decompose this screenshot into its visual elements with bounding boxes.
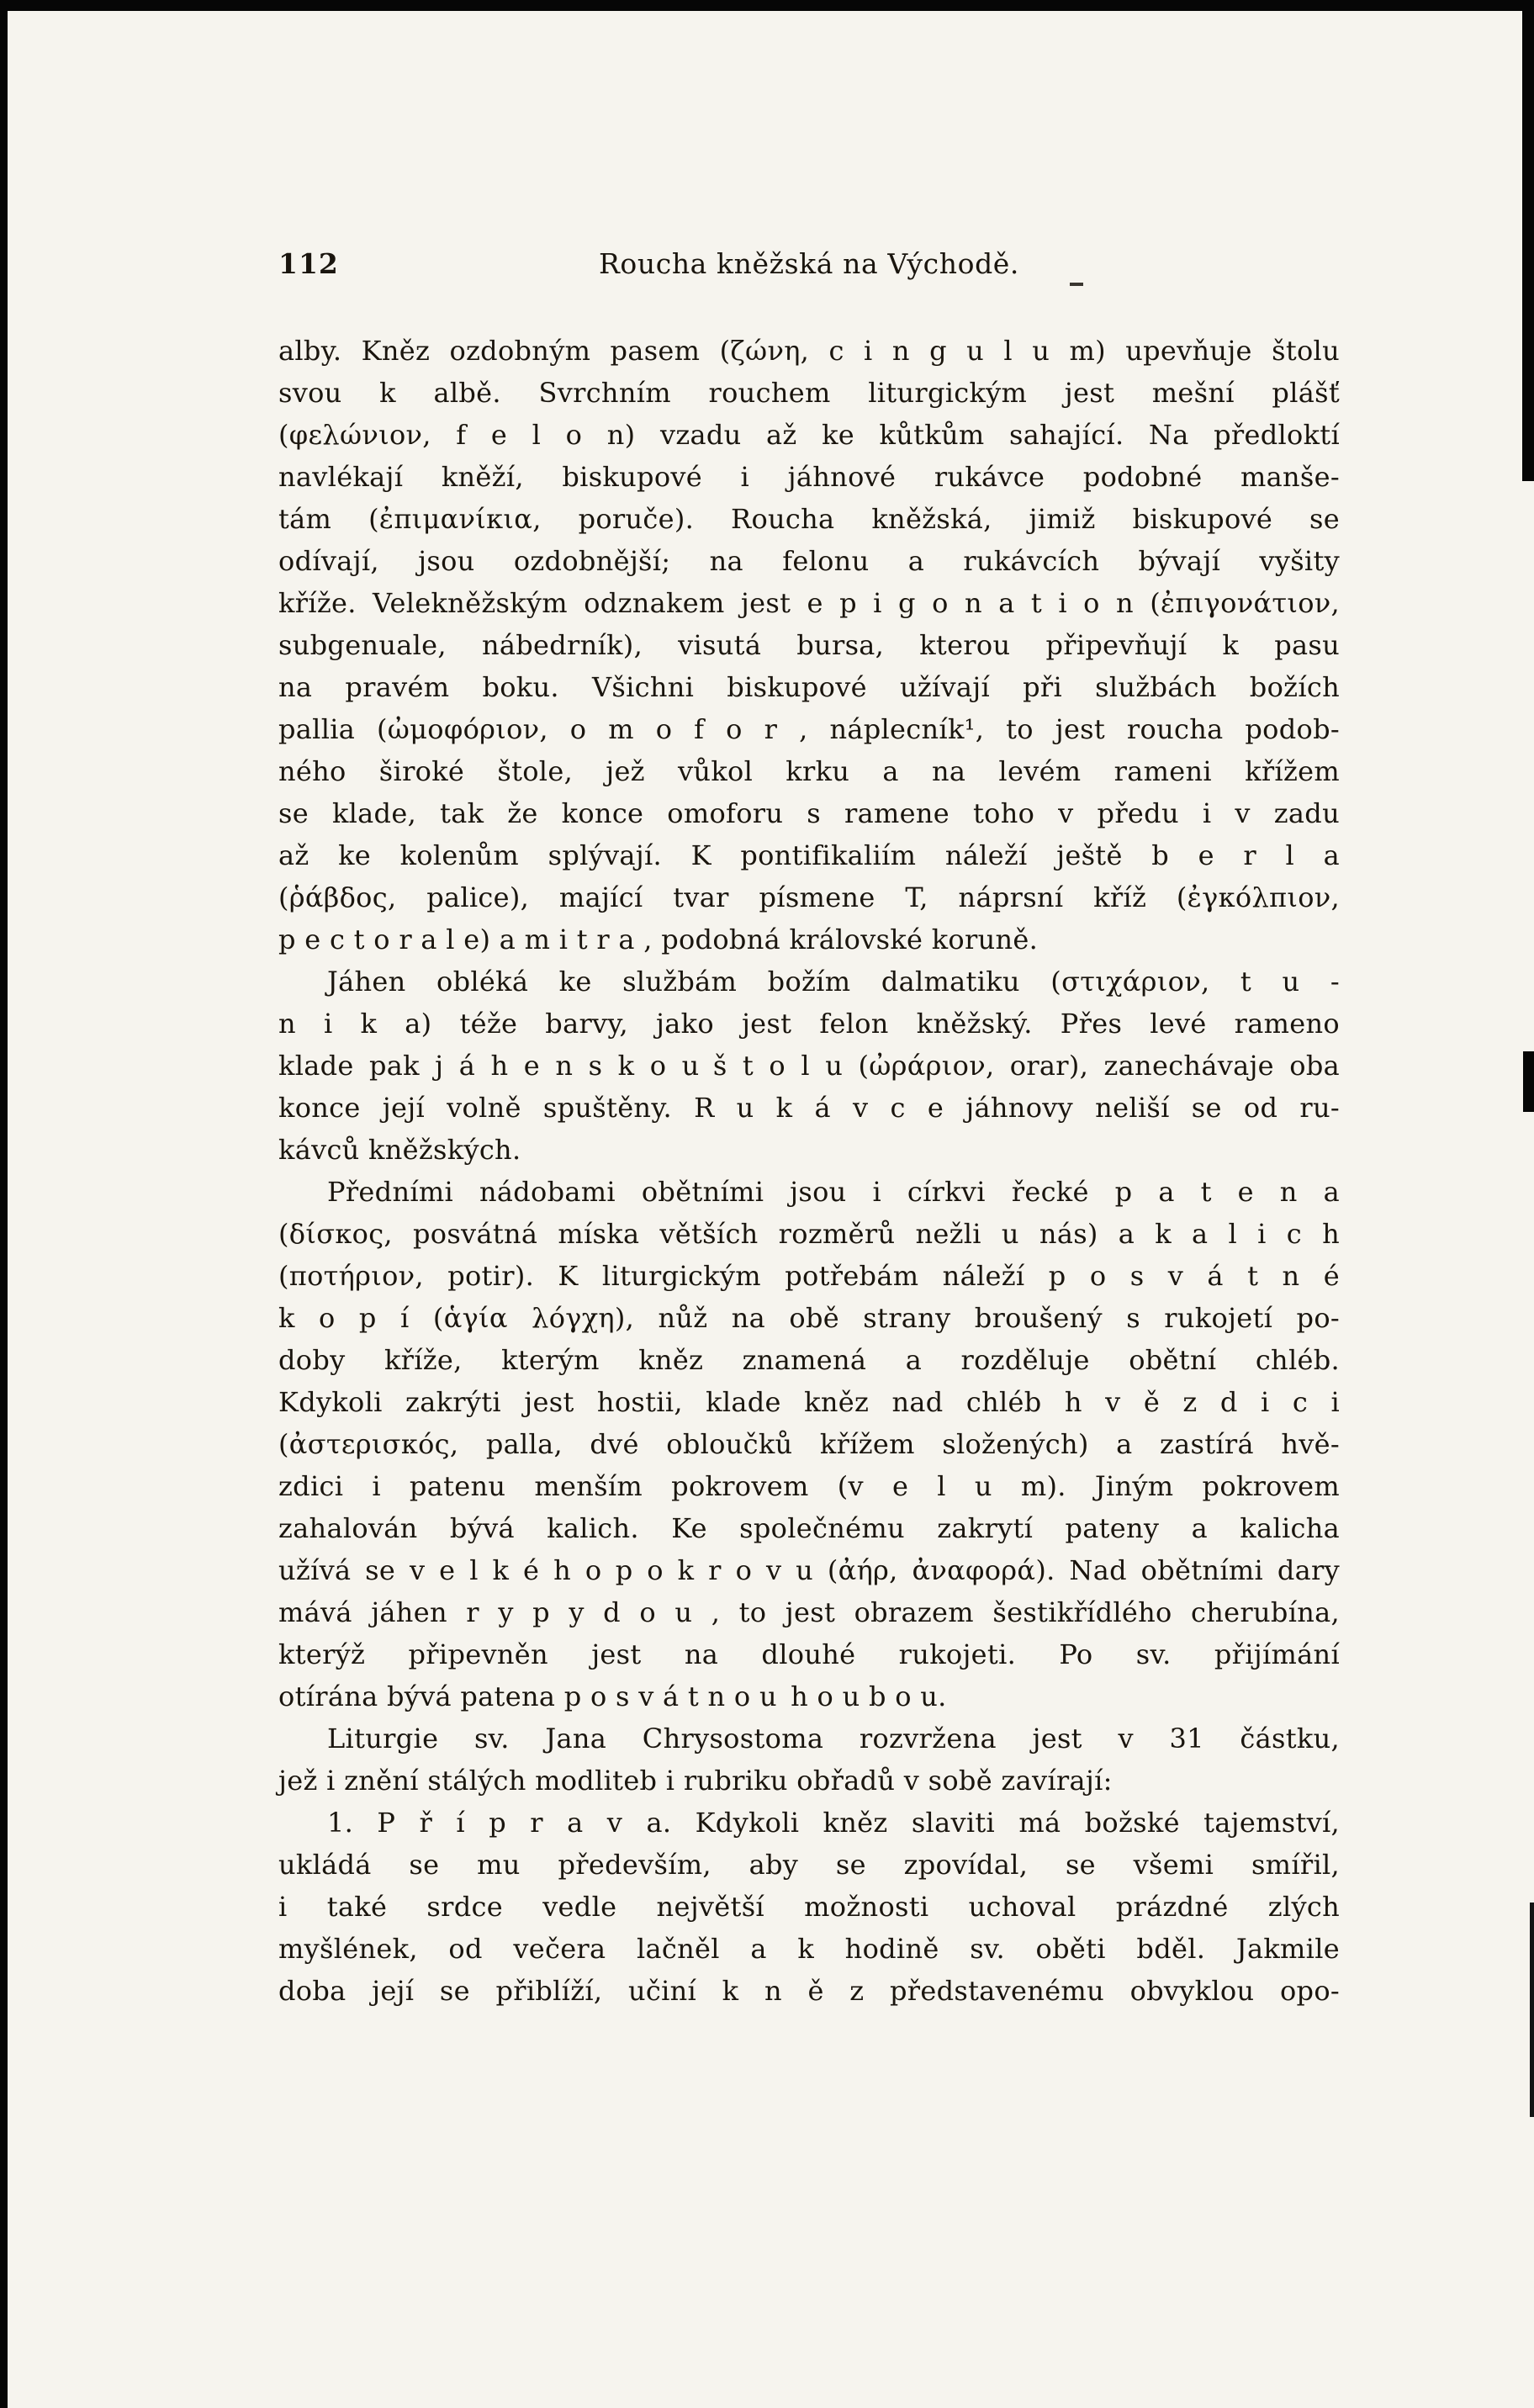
text-line: (φελώνιον, f e l o n) vzadu až ke kůtkům sahající. Na předloktí bbox=[278, 419, 1340, 451]
page-header bbox=[278, 246, 1340, 283]
scan-artifact-right-top bbox=[1522, 0, 1534, 481]
text-line: klade pak j á h e n s k o u š t o l u (ὠράριον, orar), zanechávaje oba bbox=[278, 1050, 1340, 1082]
scan-artifact-left-edge bbox=[0, 0, 8, 2408]
text-line: doby kříže, kterým kněz znamená a rozděluje obětní chléb. bbox=[278, 1344, 1340, 1376]
text-line: (ποτήριον, potir). K liturgickým potřebám náleží p o s v á t n é bbox=[278, 1260, 1340, 1292]
text-line: 1. P ř í p r a v a. Kdykoli kněz slaviti má božské tajemství, bbox=[327, 1807, 1340, 1839]
text-line: navlékají kněží, biskupové i jáhnové rukávce podobné manše- bbox=[278, 461, 1340, 493]
text-line: doba její se přiblíží, učiní k n ě z představenému obvyklou opo- bbox=[278, 1975, 1340, 2007]
text-line: na pravém boku. Všichni biskupové užívají při službách božích bbox=[278, 671, 1340, 703]
text-line: kříže. Velekněžským odznakem jest e p i g o n a t i o n (ἐπιγονάτιον, bbox=[278, 587, 1340, 619]
text-line: ného široké štole, jež vůkol krku a na levém rameni křížem bbox=[278, 755, 1340, 787]
text-line: (ῥάβδος, palice), mající tvar písmene T, náprsní kříž (ἐγκόλπιον, bbox=[278, 881, 1340, 913]
text-line: n i k a) téže barvy, jako jest felon kněžský. Přes levé rameno bbox=[278, 1008, 1340, 1040]
text-line: alby. Kněz ozdobným pasem (ζώνη, c i n g u l u m) upevňuje štolu bbox=[278, 335, 1340, 367]
text-line: Liturgie sv. Jana Chrysostoma rozvržena jest v 31 částku, bbox=[327, 1723, 1340, 1754]
text-line: se klade, tak že konce omoforu s ramene toho v předu i v zadu bbox=[278, 797, 1340, 829]
text-line: p e c t o r a l e) a m i t r a , podobná královské koruně. bbox=[278, 924, 1039, 955]
text-line: konce její volně spuštěny. R u k á v c e jáhnovy neliší se od ru- bbox=[278, 1092, 1340, 1124]
paragraph bbox=[278, 330, 1340, 961]
text-line: zahalován bývá kalich. Ke společnému zakrytí pateny a kalicha bbox=[278, 1512, 1340, 1544]
scan-artifact-right-low bbox=[1530, 1903, 1534, 2117]
text-line: (δίσκος, posvátná míska větších rozměrů nežli u nás) a k a l i c h bbox=[278, 1218, 1340, 1250]
text-line: myšlének, od večera lačněl a k hodině sv. oběti bděl. Jakmile bbox=[278, 1933, 1340, 1965]
text-line: (ἀστερισκός, palla, dvé obloučků křížem složených) a zastírá hvě- bbox=[278, 1428, 1340, 1460]
scan-artifact-right-mid bbox=[1523, 1051, 1534, 1112]
text-line: až ke kolenům splývají. K pontifikaliím náleží ještě b e r l a bbox=[278, 839, 1340, 871]
paragraph bbox=[278, 961, 1340, 1171]
text-line: ukládá se mu především, aby se zpovídal, se všemi smířil, bbox=[278, 1849, 1340, 1881]
page-number: 112 bbox=[278, 247, 339, 280]
text-line: Jáhen obléká ke službám božím dalmatiku (στιχάριον, t u - bbox=[327, 966, 1340, 998]
text-line: zdici i patenu menším pokrovem (v e l u m). Jiným pokrovem bbox=[278, 1470, 1340, 1502]
text-block bbox=[278, 330, 1340, 2012]
paragraph bbox=[278, 1171, 1340, 1717]
text-line: subgenuale, nábedrník), visutá bursa, kterou připevňují k pasu bbox=[278, 629, 1340, 661]
paragraph bbox=[278, 1717, 1340, 1802]
text-line: otírána bývá patena p o s v á t n o u h o u b o u. bbox=[278, 1680, 947, 1712]
text-line: jež i znění stálých modliteb i rubriku obřadů v sobě zavírají: bbox=[278, 1765, 1113, 1797]
scan-artifact-top-edge bbox=[0, 0, 1534, 11]
text-line: kterýž připevněn jest na dlouhé rukojeti. Po sv. přijímání bbox=[278, 1638, 1340, 1670]
text-line: odívají, jsou ozdobnější; na felonu a rukávcích bývají vyšity bbox=[278, 545, 1340, 577]
text-line: k o p í (ἁγία λόγχη), nůž na obě strany broušený s rukojetí po- bbox=[278, 1302, 1340, 1334]
running-title: Roucha kněžská na Východě. bbox=[598, 247, 1020, 280]
page-content bbox=[278, 246, 1340, 2012]
text-line: kávců kněžských. bbox=[278, 1134, 521, 1166]
text-line: svou k albě. Svrchním rouchem liturgickým jest mešní plášť bbox=[278, 377, 1340, 409]
text-line: užívá se v e l k é h o p o k r o v u (ἀήρ, ἀναφορά). Nad obětními dary bbox=[278, 1554, 1340, 1586]
text-line: tám (ἐπιμανίκια, poruče). Roucha kněžská, jimiž biskupové se bbox=[278, 503, 1340, 535]
text-line: Předními nádobami obětními jsou i církvi řecké p a t e n a bbox=[327, 1176, 1340, 1208]
paragraph bbox=[278, 1802, 1340, 2012]
text-line: pallia (ὠμοφόριον, o m o f o r , náplecník¹, to jest roucha podob- bbox=[278, 713, 1340, 745]
text-line: mává jáhen r y p y d o u , to jest obrazem šestikřídlého cherubína, bbox=[278, 1596, 1340, 1628]
text-line: i také srdce vedle největší možnosti uchoval prázdné zlých bbox=[278, 1891, 1340, 1923]
text-line: Kdykoli zakrýti jest hostii, klade kněz nad chléb h v ě z d i c i bbox=[278, 1386, 1340, 1418]
